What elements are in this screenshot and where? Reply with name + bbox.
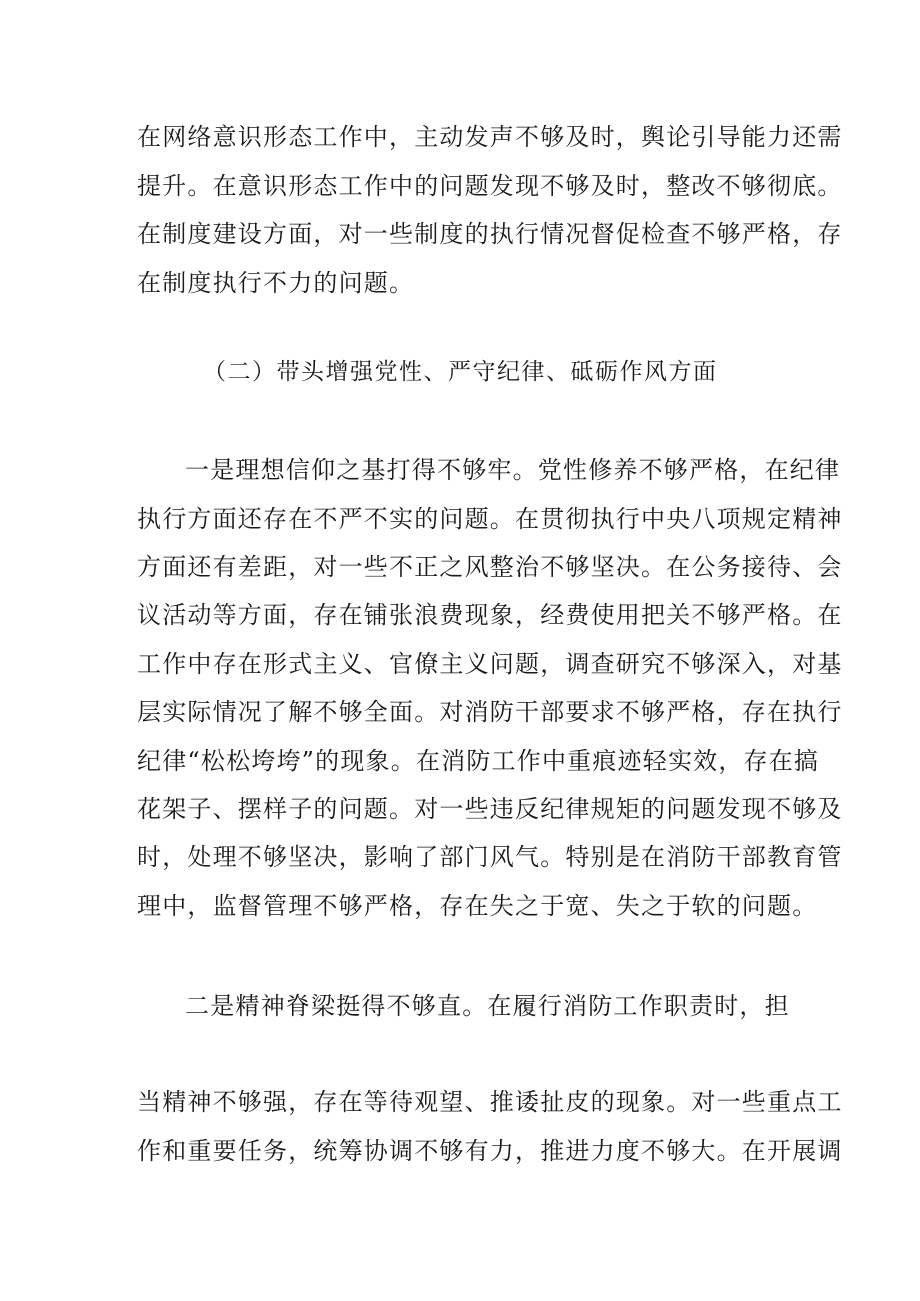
paragraph-3-line-1: 二是精神脊梁挺得不够直。在履行消防工作职责时，担 bbox=[185, 992, 790, 1020]
paragraph-2-line-1: 一是理想信仰之基打得不够牢。党性修养不够严格，在纪律 bbox=[185, 456, 841, 484]
paragraph-1-line-4: 在制度执行不力的问题。 bbox=[137, 269, 415, 297]
paragraph-2-line-10: 理中，监督管理不够严格，存在失之于宽、失之于软的问题。 bbox=[137, 892, 818, 920]
paragraph-2-line-5: 工作中存在形式主义、官僚主义问题，调查研究不够深入，对基 bbox=[137, 650, 843, 678]
paragraph-3-line-2: 当精神不够强，存在等待观望、推诿扯皮的现象。对一些重点工 bbox=[137, 1088, 843, 1116]
paragraph-2-line-7: 纪律“松松垮垮”的现象。在消防工作中重痕迹轻实效，存在搞 bbox=[137, 747, 820, 775]
paragraph-2-line-4: 议活动等方面，存在铺张浪费现象，经费使用把关不够严格。在 bbox=[137, 601, 843, 629]
section-heading: （二）带头增强党性、严守纪律、砥砺作风方面 bbox=[203, 359, 718, 385]
paragraph-2-line-6: 层实际情况了解不够全面。对消防干部要求不够严格，存在执行 bbox=[137, 698, 843, 726]
paragraph-1-line-2: 提升。在意识形态工作中的问题发现不够及时，整改不够彻底。 bbox=[137, 172, 843, 200]
paragraph-2-line-2: 执行方面还存在不严不实的问题。在贯彻执行中央八项规定精神 bbox=[137, 505, 843, 533]
paragraph-3-line-3: 作和重要任务，统筹协调不够有力，推进力度不够大。在开展调 bbox=[137, 1137, 843, 1165]
paragraph-2-line-8: 花架子、摆样子的问题。对一些违反纪律规矩的问题发现不够及 bbox=[137, 795, 843, 823]
paragraph-1-line-3: 在制度建设方面，对一些制度的执行情况督促检查不够严格，存 bbox=[137, 220, 843, 248]
paragraph-2-line-3: 方面还有差距，对一些不正之风整治不够坚决。在公务接待、会 bbox=[137, 553, 843, 581]
paragraph-2-line-9: 时，处理不够坚决，影响了部门风气。特别是在消防干部教育管 bbox=[137, 843, 843, 871]
paragraph-1-line-1: 在网络意识形态工作中，主动发声不够及时，舆论引导能力还需 bbox=[137, 123, 843, 151]
